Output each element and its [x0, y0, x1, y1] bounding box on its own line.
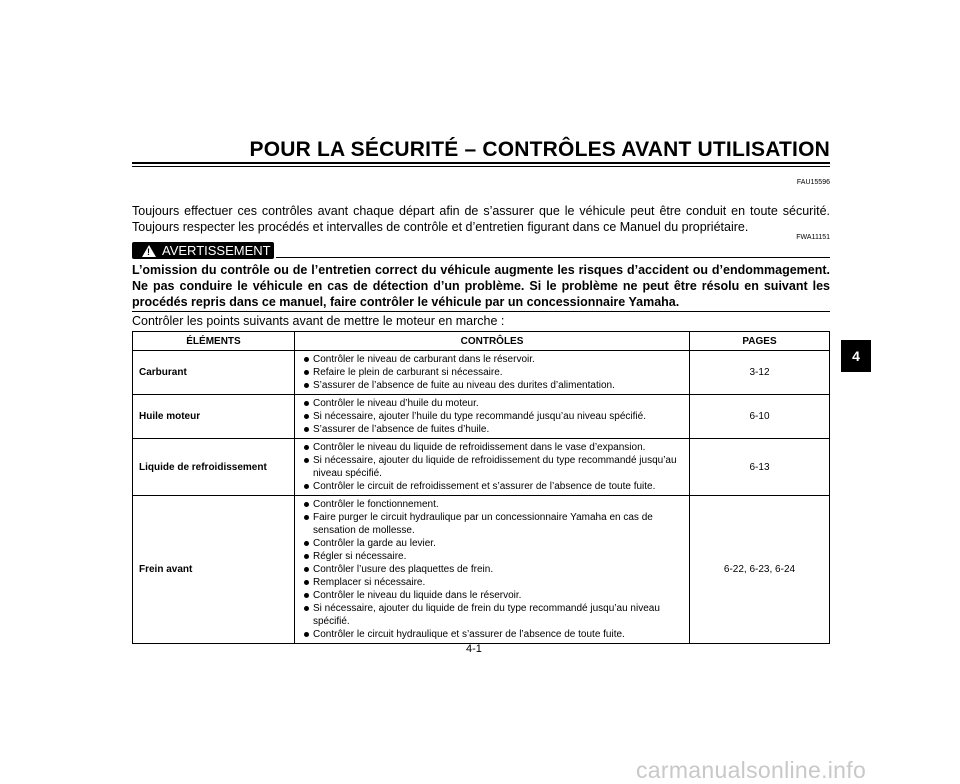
list-item: Contrôler le fonctionnement.: [299, 498, 685, 511]
list-item: Si nécessaire, ajouter l’huile du type recommandé jusqu’au niveau spécifié.: [299, 410, 685, 423]
watermark: carmanualsonline.info: [636, 757, 867, 783]
title-rule-thin: [132, 166, 830, 167]
column-header-elements: ÉLÉMENTS: [133, 332, 295, 351]
list-item: Contrôler la garde au levier.: [299, 537, 685, 550]
list-item: S’assurer de l’absence de fuite au niveau des durites d’alimentation.: [299, 379, 685, 392]
list-item: Contrôler le niveau du liquide de refroidissement dans le vase d’expansion.: [299, 441, 685, 454]
element-cell: Huile moteur: [133, 395, 295, 439]
table-row: [133, 439, 830, 496]
table-row: [133, 395, 830, 439]
table-header-row: [133, 332, 830, 351]
pages-cell: 6-13: [690, 439, 830, 496]
page-number: 4-1: [466, 643, 482, 655]
pages-cell: 6-10: [690, 395, 830, 439]
warning-bottom-rule: [132, 311, 830, 312]
checks-cell: [295, 351, 690, 395]
table-row: [133, 351, 830, 395]
list-item: Si nécessaire, ajouter du liquide de refroidissement du type recommandé jusqu’au niveau spécifié.: [299, 454, 685, 480]
element-cell: Carburant: [133, 351, 295, 395]
intro-paragraph: Toujours effectuer ces contrôles avant chaque départ afin de s’assurer que le véhicule peut être conduit en toute sécurité. Toujours respecter les procédés et intervalles de contrôle et d’entretien figurant dans ce Manuel du propriétaire.: [132, 204, 830, 234]
list-item: Faire purger le circuit hydraulique par un concessionnaire Yamaha en cas de sensation de mollesse.: [299, 511, 685, 537]
warning-badge: [132, 242, 274, 259]
list-item: Contrôler le circuit hydraulique et s’assurer de l’absence de toute fuite.: [299, 628, 685, 641]
list-item: Contrôler l’usure des plaquettes de frein.: [299, 563, 685, 576]
element-cell: Frein avant: [133, 496, 295, 644]
warning-text: L’omission du contrôle ou de l’entretien correct du véhicule augmente les risques d’accident ou d’endommagement. Ne pas conduire le véhicule en cas de détection d’un problème. Si le problème ne peut être résolu en suivant les procédés repris dans ce manuel, faire contrôler le véhicule par un concessionnaire Yamaha.: [132, 263, 830, 309]
list-item: Contrôler le niveau d’huile du moteur.: [299, 397, 685, 410]
list-item: Remplacer si nécessaire.: [299, 576, 685, 589]
list-item: Contrôler le niveau de carburant dans le réservoir.: [299, 353, 685, 366]
checks-cell: [295, 439, 690, 496]
title-rule: [132, 162, 830, 164]
column-header-checks: CONTRÔLES: [295, 332, 690, 351]
warning-label: AVERTISSEMENT: [162, 243, 271, 258]
section-code: FAU15596: [796, 179, 830, 186]
element-cell: Liquide de refroidissement: [133, 439, 295, 496]
pages-cell: 6-22, 6-23, 6-24: [690, 496, 830, 644]
list-item: Contrôler le niveau du liquide dans le réservoir.: [299, 589, 685, 602]
checks-cell: [295, 395, 690, 439]
page-title: POUR LA SÉCURITÉ – CONTRÔLES AVANT UTILISATION: [249, 138, 830, 161]
pages-cell: 3-12: [690, 351, 830, 395]
column-header-pages: PAGES: [690, 332, 830, 351]
checks-cell: [295, 496, 690, 644]
list-item: S’assurer de l’absence de fuites d’huile.: [299, 423, 685, 436]
list-item: Si nécessaire, ajouter du liquide de frein du type recommandé jusqu’au niveau spécifié.: [299, 602, 685, 628]
chapter-tab: 4: [841, 340, 871, 372]
warning-rule: [276, 257, 830, 258]
list-item: Contrôler le circuit de refroidissement et s’assurer de l’absence de toute fuite.: [299, 480, 685, 493]
list-item: Refaire le plein de carburant si nécessaire.: [299, 366, 685, 379]
list-item: Régler si nécessaire.: [299, 550, 685, 563]
warning-triangle-icon: !: [142, 245, 156, 257]
warning-code: FWA11151: [796, 234, 830, 241]
checklist-table: [132, 331, 830, 644]
checklist-lead: Contrôler les points suivants avant de mettre le moteur en marche :: [132, 314, 505, 328]
table-row: [133, 496, 830, 644]
